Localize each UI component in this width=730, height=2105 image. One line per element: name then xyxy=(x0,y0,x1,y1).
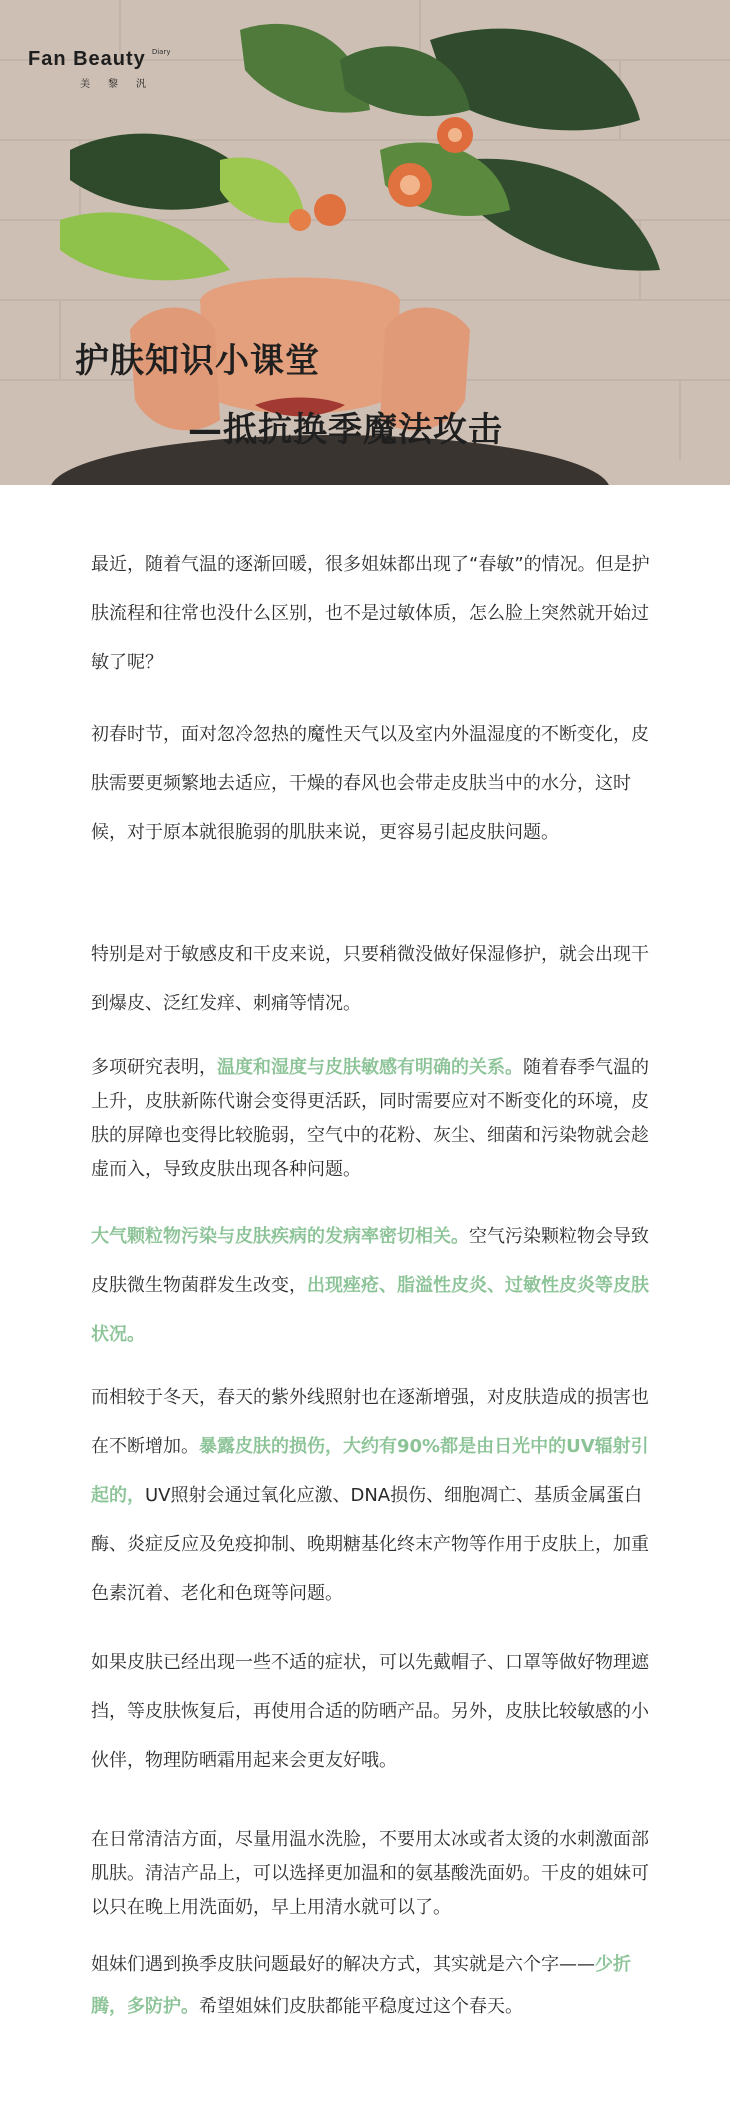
paragraph-1: 最近，随着气温的逐渐回暖，很多姐妹都出现了“春敏”的情况。但是护肤流程和往常也没什么区别，也不是过敏体质，怎么脸上突然就开始过敏了呢？ xyxy=(91,554,650,673)
brand-tag: Diary xyxy=(151,48,171,56)
brand-name: Fan Beauty xyxy=(28,48,146,70)
page-title: 护肤知识小课堂 xyxy=(75,341,320,381)
paragraph-5: 大气颗粒物污染与皮肤疾病的发病率密切相关。空气污染颗粒物会导致皮肤微生物菌群发生改变，出现痤疮、脂溢性皮炎、过敏性皮炎等皮肤状况。 xyxy=(91,1226,649,1345)
highlight-text: 大气颗粒物污染与皮肤疾病的发病率密切相关。 xyxy=(91,1226,469,1247)
hero-banner xyxy=(0,0,730,485)
highlight-text: 暴露皮肤的损伤，大约有90%都是由日光中的UV辐射引起的， xyxy=(91,1436,649,1506)
paragraph-3: 特别是对于敏感皮和干皮来说，只要稍微没做好保湿修护，就会出现干到爆皮、泛红发痒、刺痛等情况。 xyxy=(91,944,649,1014)
paragraph-6: 而相较于冬天，春天的紫外线照射也在逐渐增强，对皮肤造成的损害也在不断增加。暴露皮肤的损伤，大约有90%都是由日光中的UV辐射引起的，UV照射会通过氧化应激、DNA损伤、细胞凋亡、基质金属蛋白酶、炎症反应及免疫抑制、晚期糖基化终末产物等作用于皮肤上，加重色素沉着、老化和色斑等问题。 xyxy=(91,1387,649,1604)
paragraph-8: 在日常清洁方面，尽量用温水洗脸，不要用太冰或者太烫的水刺激面部肌肤。清洁产品上，可以选择更加温和的氨基酸洗面奶。干皮的姐妹可以只在晚上用洗面奶，早上用清水就可以了。 xyxy=(91,1829,649,1918)
highlight-text: 出现痤疮、脂溢性皮炎、过敏性皮炎等皮肤状况。 xyxy=(91,1275,649,1345)
brand-chinese: 美黎汎 xyxy=(80,79,164,90)
paragraph-4: 多项研究表明，温度和湿度与皮肤敏感有明确的关系。随着春季气温的上升，皮肤新陈代谢会变得更活跃，同时需要应对不断变化的环境，皮肤的屏障也变得比较脆弱，空气中的花粉、灰尘、细菌和污染物就会趁虚而入，导致皮肤出现各种问题。 xyxy=(91,1057,649,1180)
paragraph-7: 如果皮肤已经出现一些不适的症状，可以先戴帽子、口罩等做好物理遮挡，等皮肤恢复后，再使用合适的防晒产品。另外，皮肤比较敏感的小伙伴，物理防晒霜用起来会更友好哦。 xyxy=(91,1652,649,1771)
brand-logo xyxy=(28,48,170,90)
highlight-text: 温度和湿度与皮肤敏感有明确的关系。 xyxy=(217,1057,523,1078)
paragraph-2: 初春时节，面对忽冷忽热的魔性天气以及室内外温湿度的不断变化，皮肤需要更频繁地去适应，干燥的春风也会带走皮肤当中的水分，这时候，对于原本就很脆弱的肌肤来说，更容易引起皮肤问题。 xyxy=(91,724,649,843)
page-subtitle: —抵抗换季魔法攻击 xyxy=(188,410,503,450)
highlight-text: 少折腾，多防护。 xyxy=(91,1954,631,2017)
paragraph-9: 姐妹们遇到换季皮肤问题最好的解决方式，其实就是六个字——少折腾，多防护。希望姐妹们皮肤都能平稳度过这个春天。 xyxy=(91,1954,631,2017)
